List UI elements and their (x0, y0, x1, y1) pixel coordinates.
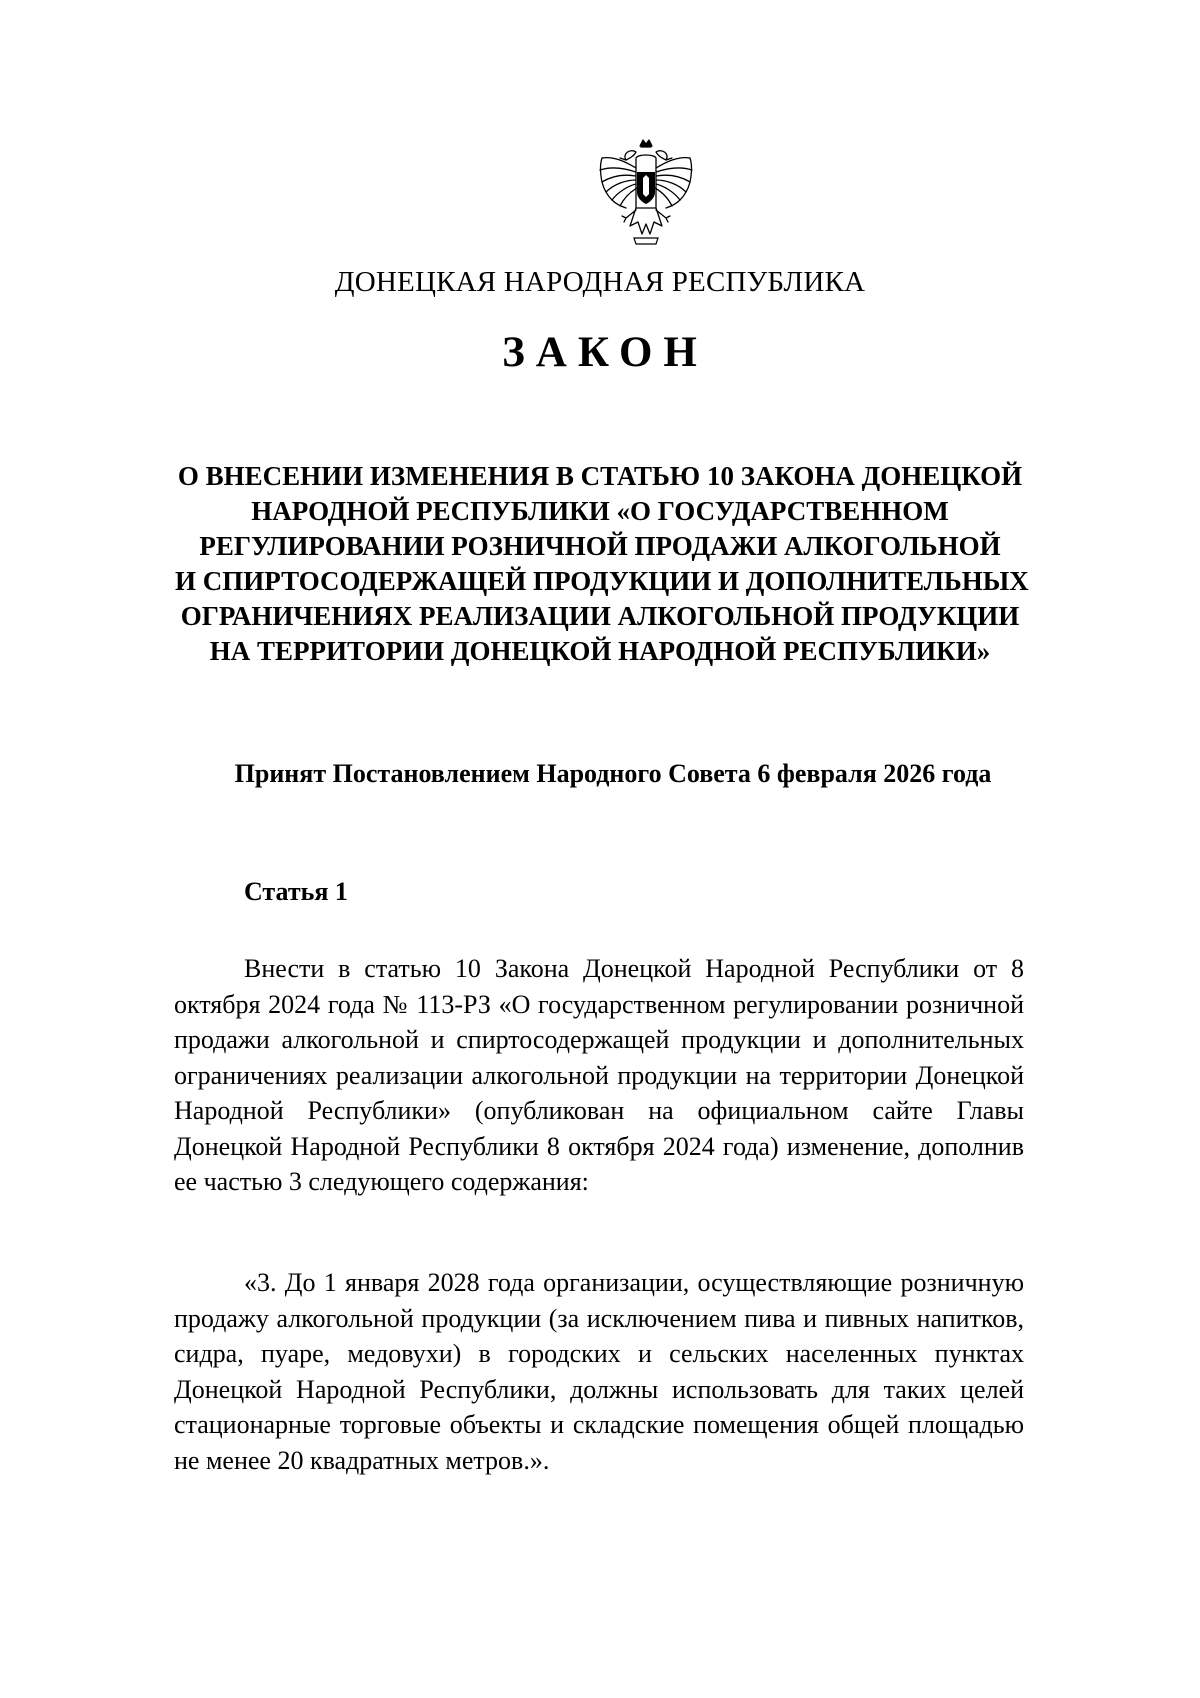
double-headed-eagle-icon (596, 138, 696, 250)
article-paragraph: «3. До 1 января 2028 года организации, осуществляющие розничную продажу алкогольной продукции (за исключением пива и пивных напитков, сидра, пуаре, медовухи) в городских и сельских населенных пунктах Донецкой Народной Республики, должны использовать для таких целей стационарные торговые объекты и складские помещения общей площадью не менее 20 квадратных метров.». (174, 1268, 1024, 1475)
law-title-line: НА ТЕРРИТОРИИ ДОНЕЦКОЙ НАРОДНОЙ РЕСПУБЛИКИ» (209, 636, 991, 666)
republic-name: ДОНЕЦКАЯ НАРОДНАЯ РЕСПУБЛИКА (334, 266, 866, 298)
law-title-line: РЕГУЛИРОВАНИИ РОЗНИЧНОЙ ПРОДАЖИ АЛКОГОЛЬНОЙ (199, 531, 1001, 561)
law-title (175, 459, 1029, 669)
law-title-line: НАРОДНОЙ РЕСПУБЛИКИ «О ГОСУДАРСТВЕННОМ (251, 496, 949, 526)
law-title-line: И СПИРТОСОДЕРЖАЩЕЙ ПРОДУКЦИИ И ДОПОЛНИТЕЛЬНЫХ (175, 566, 1029, 596)
article-paragraph: Внести в статью 10 Закона Донецкой Народной Республики от 8 октября 2024 года № 113-РЗ «О государственном регулировании розничной продажи алкогольной и спиртосодержащей продукции и дополнительных ограничениях реализации алкогольной продукции на территории Донецкой Народной Республики» (опубликован на официальном сайте Главы Донецкой Народной Республики 8 октября 2024 года) изменение, дополнив ее частью 3 следующего содержания: (174, 954, 1024, 1196)
article-heading: Статья 1 (244, 877, 348, 906)
law-title-line: О ВНЕСЕНИИ ИЗМЕНЕНИЯ В СТАТЬЮ 10 ЗАКОНА ДОНЕЦКОЙ (177, 461, 1023, 491)
document-type: ЗАКОН (502, 329, 708, 376)
adoption-statement: Принят Постановлением Народного Совета 6 февраля 2026 года (234, 759, 992, 788)
law-title-line: ОГРАНИЧЕНИЯХ РЕАЛИЗАЦИИ АЛКОГОЛЬНОЙ ПРОДУКЦИИ (180, 601, 1020, 631)
